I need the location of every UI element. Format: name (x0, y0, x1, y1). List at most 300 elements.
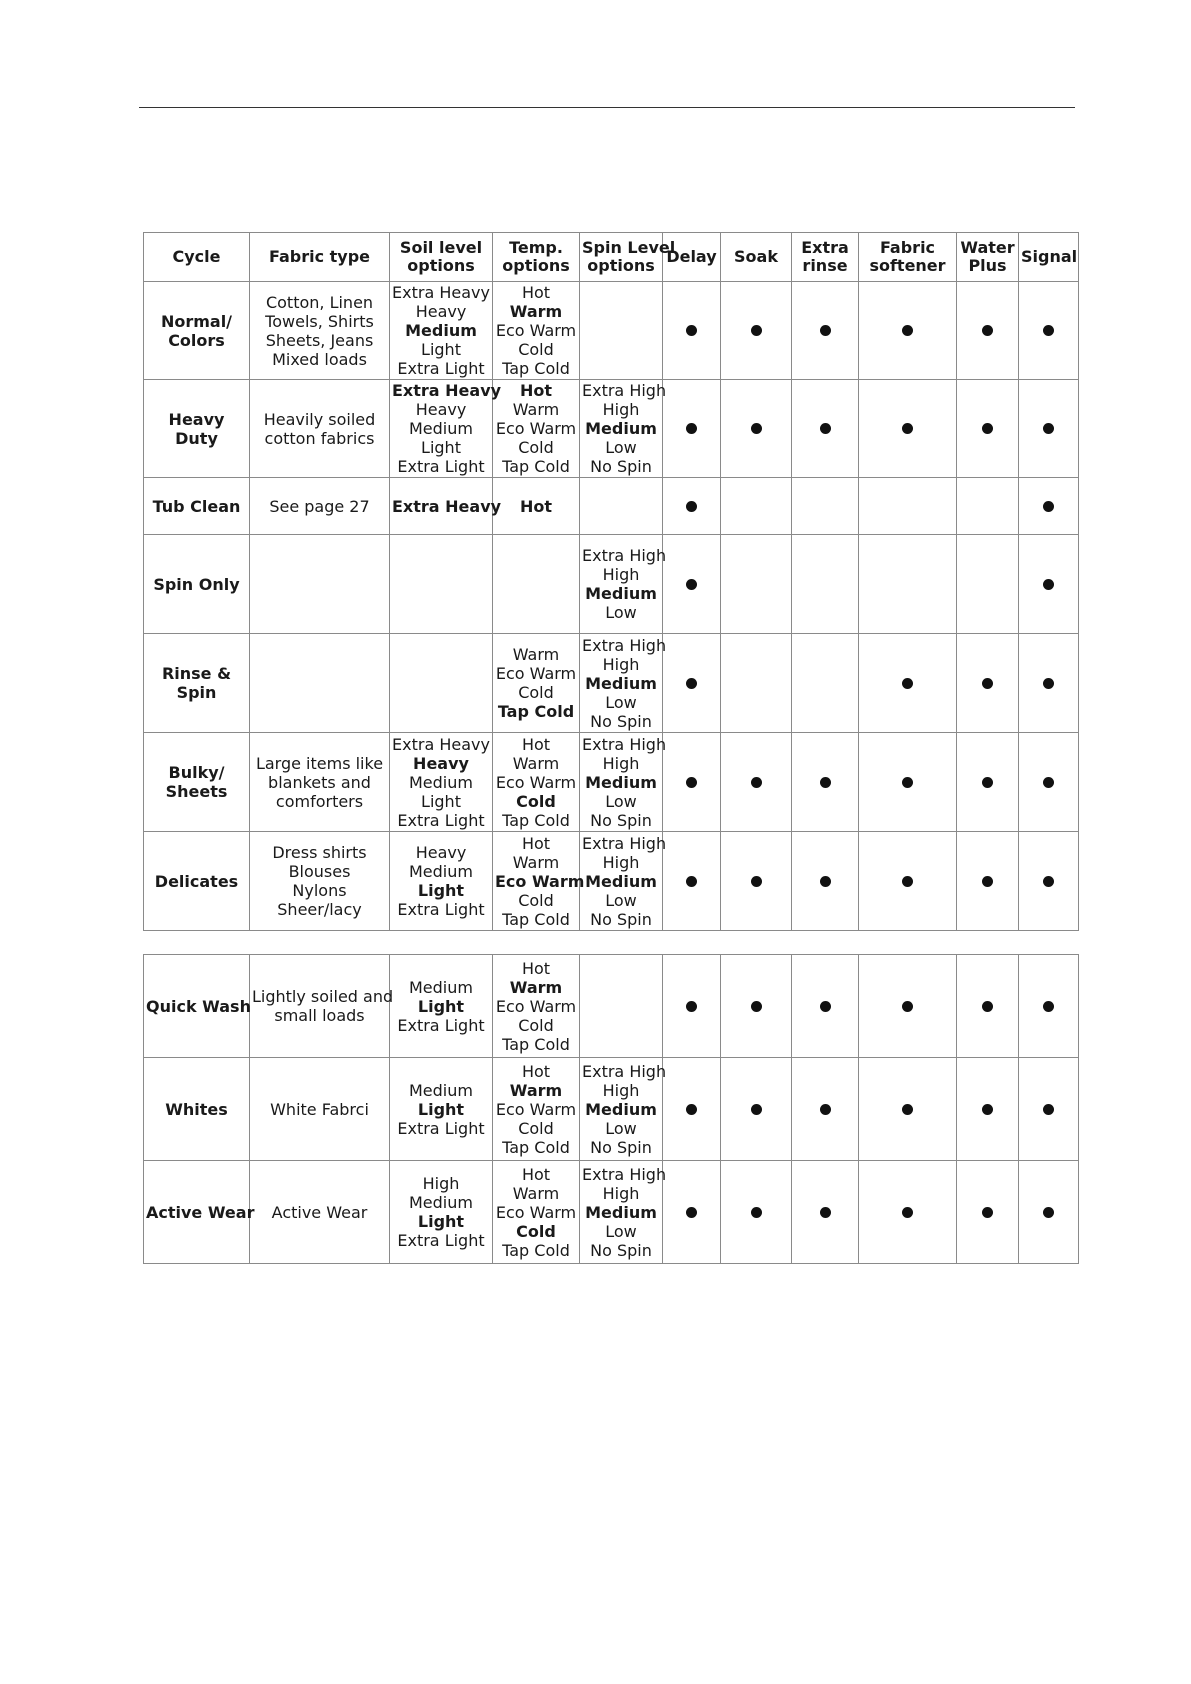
soil-level-option: Light (417, 1099, 465, 1119)
temp-option: Eco Warm (495, 996, 577, 1016)
available-dot-icon (686, 1207, 697, 1218)
spin-level-option: Low (605, 890, 637, 910)
soil-level-options (390, 1058, 493, 1161)
water-plus-cell (957, 634, 1019, 733)
table-row (144, 733, 1079, 832)
header-signal: Signal (1019, 233, 1079, 282)
spin-level-option: No Spin (590, 1240, 652, 1260)
temp-option: Hot (519, 381, 553, 400)
temp-option: Eco Warm (495, 321, 577, 340)
soil-level-options (390, 282, 493, 380)
cycle-option: Rinse & (161, 664, 232, 683)
temp-option: Cold (518, 683, 554, 702)
temp-option: Eco Warm (495, 1099, 577, 1119)
header-rule (139, 107, 1075, 108)
cycle-option: Normal/ (160, 311, 233, 331)
signal-cell (1019, 282, 1079, 380)
spin-level-option: Extra High (582, 833, 667, 853)
soil-level-option: Extra Light (397, 900, 485, 919)
delay-cell (663, 380, 721, 478)
fabric-option: Nylons (292, 881, 347, 900)
temp-option: Hot (521, 833, 551, 853)
signal-cell (1019, 535, 1079, 634)
temp-option: Warm (512, 400, 560, 419)
water-plus-cell (957, 733, 1019, 832)
soil-level-option: Medium (409, 1080, 473, 1100)
spin-level-options (580, 282, 663, 380)
extra-rinse-cell (792, 634, 859, 733)
spin-level-option: No Spin (590, 1137, 652, 1157)
available-dot-icon (820, 423, 831, 434)
signal-cell (1019, 733, 1079, 832)
soak-cell (721, 1161, 792, 1264)
spin-level-option: Low (605, 791, 637, 811)
cycle-option: Tub Clean (152, 496, 241, 516)
fabric-option: Towels, Shirts (265, 311, 374, 331)
spin-level-option: High (602, 400, 640, 419)
available-dot-icon (686, 777, 697, 788)
cycle-name (144, 1161, 255, 1264)
spin-level-options (580, 1058, 667, 1161)
cycle-name (144, 733, 250, 832)
temp-option: Hot (521, 283, 551, 302)
soil-level-option: Light (417, 996, 465, 1016)
fabric-option: See page 27 (269, 496, 370, 516)
temp-option: Hot (521, 1061, 551, 1081)
soak-cell (721, 535, 792, 634)
spin-level-options (580, 1161, 667, 1264)
available-dot-icon (1043, 423, 1054, 434)
available-dot-icon (1043, 1001, 1054, 1012)
available-dot-icon (686, 1001, 697, 1012)
fabric-type (250, 1058, 390, 1161)
soil-level-option: Medium (409, 862, 473, 881)
temp-option: Tap Cold (502, 457, 570, 476)
table-row (144, 478, 1079, 535)
temp-option: Warm (509, 1080, 563, 1100)
temp-options (493, 282, 580, 380)
table-row (144, 832, 1079, 931)
signal-cell (1019, 380, 1079, 478)
temp-option: Hot (521, 734, 551, 754)
spin-level-option: Extra High (582, 635, 667, 655)
soil-level-option: Light (417, 1212, 465, 1231)
temp-options (493, 832, 585, 931)
cycle-name (144, 380, 250, 478)
extra-rinse-cell (792, 282, 859, 380)
cycle-option: Bulky/ (168, 763, 225, 782)
available-dot-icon (820, 1207, 831, 1218)
table-row (144, 634, 1079, 733)
fabric-option: Lightly soiled and (252, 987, 394, 1006)
temp-option: Eco Warm (495, 1202, 577, 1222)
water-plus-cell (957, 1161, 1019, 1264)
soil-level-option: Extra Light (397, 810, 485, 830)
signal-cell (1019, 634, 1079, 733)
extra-rinse-cell (792, 1161, 859, 1264)
spin-level-option: High (602, 753, 640, 773)
fabric-option: blankets and (268, 772, 371, 792)
fabric-type (250, 282, 390, 380)
temp-option: Tap Cold (502, 1240, 570, 1260)
cycle-option: Heavy (168, 409, 225, 429)
available-dot-icon (1043, 579, 1054, 590)
spin-level-option: High (602, 565, 640, 584)
available-dot-icon (982, 325, 993, 336)
cycle-name (144, 832, 250, 931)
spin-level-options (580, 832, 667, 931)
temp-option: Tap Cold (502, 909, 570, 929)
fabric-softener-cell (859, 733, 957, 832)
cycle-option: Spin (176, 683, 217, 702)
signal-cell (1019, 1058, 1079, 1161)
extra-rinse-cell (792, 832, 859, 931)
available-dot-icon (820, 876, 831, 887)
soil-level-options (390, 634, 493, 733)
fabric-option: Large items like (255, 753, 384, 773)
table-header-row (144, 233, 1079, 282)
fabric-softener-cell (859, 955, 957, 1058)
soil-level-option: Extra Light (397, 1118, 485, 1138)
table-row (144, 1161, 1079, 1264)
temp-options (493, 1058, 580, 1161)
temp-option: Hot (519, 496, 553, 516)
water-plus-cell (957, 832, 1019, 931)
available-dot-icon (1043, 876, 1054, 887)
spin-level-option: Medium (585, 673, 657, 693)
spin-level-option: Low (605, 1118, 637, 1138)
available-dot-icon (686, 423, 697, 434)
fabric-softener-cell (859, 1058, 957, 1161)
header-temp: Temp. options (493, 233, 580, 282)
extra-rinse-cell (792, 380, 859, 478)
cycle-name (144, 478, 250, 535)
spin-level-option: High (602, 852, 640, 872)
available-dot-icon (902, 325, 913, 336)
fabric-softener-cell (859, 1161, 957, 1264)
spin-level-option: Extra High (582, 734, 667, 754)
available-dot-icon (902, 423, 913, 434)
spin-level-options (580, 955, 663, 1058)
spin-level-option: Extra High (582, 1061, 667, 1081)
fabric-softener-cell (859, 380, 957, 478)
available-dot-icon (751, 1207, 762, 1218)
cycle-option: Quick Wash (146, 996, 251, 1016)
available-dot-icon (751, 325, 762, 336)
soil-level-options (390, 955, 493, 1058)
fabric-type (250, 955, 394, 1058)
fabric-option: cotton fabrics (264, 428, 375, 448)
soil-level-options (390, 535, 493, 634)
table-row (144, 535, 1079, 634)
temp-options (493, 1161, 580, 1264)
soil-level-option: Heavy (415, 302, 467, 321)
soil-level-option: High (422, 1174, 460, 1193)
soil-level-option: Extra Light (397, 359, 485, 378)
soak-cell (721, 1058, 792, 1161)
available-dot-icon (982, 1207, 993, 1218)
table-row (144, 955, 1079, 1058)
cycle-name (144, 634, 250, 733)
spin-level-option: No Spin (590, 711, 652, 731)
available-dot-icon (686, 876, 697, 887)
spin-level-option: No Spin (590, 909, 652, 929)
spin-level-option: High (602, 1080, 640, 1100)
soil-level-option: Extra Light (397, 1231, 485, 1250)
available-dot-icon (902, 777, 913, 788)
available-dot-icon (982, 777, 993, 788)
cycle-name (144, 955, 250, 1058)
spin-level-option: Extra High (582, 381, 667, 400)
available-dot-icon (686, 678, 697, 689)
delay-cell (663, 1058, 721, 1161)
spin-level-option: High (602, 654, 640, 674)
extra-rinse-cell (792, 1058, 859, 1161)
cycle-option: Whites (165, 1099, 228, 1119)
spin-level-option: Extra High (582, 1164, 667, 1184)
cycle-option: Duty (175, 428, 218, 448)
soil-level-option: Medium (409, 419, 473, 438)
spin-level-option: High (602, 1183, 640, 1203)
available-dot-icon (686, 1104, 697, 1115)
fabric-type (250, 733, 390, 832)
temp-option: Warm (512, 852, 560, 872)
delay-cell (663, 634, 721, 733)
spin-level-option: Low (605, 603, 637, 622)
available-dot-icon (751, 1001, 762, 1012)
extra-rinse-cell (792, 478, 859, 535)
fabric-option: Mixed loads (272, 349, 367, 369)
water-plus-cell (957, 380, 1019, 478)
header-fabric-softener: Fabric softener (859, 233, 957, 282)
available-dot-icon (820, 1104, 831, 1115)
available-dot-icon (982, 876, 993, 887)
fabric-type (250, 478, 390, 535)
available-dot-icon (982, 1001, 993, 1012)
temp-option: Warm (512, 753, 560, 773)
extra-rinse-cell (792, 733, 859, 832)
fabric-option: comforters (275, 791, 364, 811)
fabric-option: Dress shirts (272, 843, 367, 862)
fabric-option: Sheer/lacy (277, 900, 362, 919)
extra-rinse-cell (792, 955, 859, 1058)
header-extra-rinse: Extra rinse (792, 233, 859, 282)
spin-level-option: No Spin (590, 457, 652, 476)
water-plus-cell (957, 1058, 1019, 1161)
soil-level-option: Extra Heavy (392, 381, 502, 400)
temp-option: Tap Cold (497, 702, 575, 721)
soil-level-option: Light (421, 438, 461, 457)
available-dot-icon (820, 777, 831, 788)
header-spin-level: Spin Level options (580, 233, 663, 282)
temp-option: Warm (509, 977, 563, 997)
signal-cell (1019, 955, 1079, 1058)
header-delay: Delay (663, 233, 721, 282)
spin-level-options (580, 733, 667, 832)
soil-level-options (390, 733, 493, 832)
table-body (144, 282, 1079, 931)
available-dot-icon (686, 501, 697, 512)
header-cycle: Cycle (144, 233, 250, 282)
table-row (144, 282, 1079, 380)
soil-level-options (390, 1161, 493, 1264)
cycle-name (144, 1058, 250, 1161)
soil-level-options (390, 478, 502, 535)
delay-cell (663, 832, 721, 931)
available-dot-icon (1043, 501, 1054, 512)
soil-level-option: Extra Light (397, 1015, 485, 1035)
soil-level-option: Extra Heavy (392, 496, 502, 516)
temp-option: Warm (512, 1183, 560, 1203)
spin-level-options (580, 380, 667, 478)
soil-level-option: Heavy (415, 400, 467, 419)
soak-cell (721, 634, 792, 733)
soil-level-option: Extra Heavy (392, 734, 490, 754)
available-dot-icon (982, 1104, 993, 1115)
fabric-softener-cell (859, 282, 957, 380)
spin-level-option: Low (605, 1221, 637, 1241)
available-dot-icon (1043, 678, 1054, 689)
fabric-option: White Fabrci (270, 1099, 369, 1119)
soil-level-option: Extra Light (397, 457, 485, 476)
soak-cell (721, 478, 792, 535)
signal-cell (1019, 478, 1079, 535)
spin-level-option: Medium (585, 1202, 657, 1222)
fabric-softener-cell (859, 535, 957, 634)
water-plus-cell (957, 282, 1019, 380)
water-plus-cell (957, 535, 1019, 634)
fabric-option: Heavily soiled (263, 409, 376, 429)
delay-cell (663, 733, 721, 832)
wash-cycle-table-continued (143, 954, 1079, 1264)
available-dot-icon (902, 876, 913, 887)
fabric-softener-cell (859, 478, 957, 535)
spin-level-options (580, 634, 667, 733)
available-dot-icon (751, 876, 762, 887)
fabric-type (250, 535, 390, 634)
fabric-type (250, 634, 390, 733)
temp-options (493, 380, 580, 478)
temp-option: Tap Cold (502, 1137, 570, 1157)
fabric-type (250, 1161, 390, 1264)
available-dot-icon (982, 678, 993, 689)
temp-option: Cold (518, 340, 554, 359)
fabric-type (250, 380, 390, 478)
fabric-option: Blouses (288, 862, 351, 881)
temp-option: Eco Warm (495, 664, 577, 683)
soak-cell (721, 380, 792, 478)
soil-level-option: Medium (409, 772, 473, 792)
temp-option: Cold (518, 438, 554, 457)
soil-level-options (390, 380, 502, 478)
fabric-option: Cotton, Linen (265, 292, 374, 312)
available-dot-icon (1043, 1207, 1054, 1218)
available-dot-icon (820, 1001, 831, 1012)
temp-option: Cold (516, 791, 556, 811)
temp-option: Eco Warm (495, 772, 577, 792)
soil-level-option: Medium (409, 977, 473, 997)
spin-level-option: No Spin (590, 810, 652, 830)
spin-level-option: Medium (585, 584, 657, 603)
wash-cycle-table (143, 232, 1079, 931)
temp-option: Tap Cold (502, 1034, 570, 1054)
cycle-option: Spin Only (153, 574, 240, 594)
temp-option: Eco Warm (495, 871, 585, 891)
water-plus-cell (957, 478, 1019, 535)
soil-level-option: Light (421, 791, 461, 811)
available-dot-icon (686, 325, 697, 336)
soil-level-option: Medium (405, 321, 477, 340)
soil-level-option: Medium (409, 1193, 473, 1212)
cycle-name (144, 535, 250, 634)
cycle-option: Active Wear (146, 1202, 255, 1222)
fabric-option: Active Wear (271, 1202, 368, 1222)
spin-level-option: Extra High (582, 546, 667, 565)
soak-cell (721, 733, 792, 832)
header-soak: Soak (721, 233, 792, 282)
available-dot-icon (1043, 325, 1054, 336)
fabric-softener-cell (859, 832, 957, 931)
spin-level-option: Low (605, 692, 637, 712)
spin-level-options (580, 535, 667, 634)
fabric-option: small loads (274, 1006, 365, 1025)
available-dot-icon (751, 1104, 762, 1115)
temp-option: Cold (518, 1118, 554, 1138)
delay-cell (663, 955, 721, 1058)
delay-cell (663, 282, 721, 380)
header-soil-level: Soil level options (390, 233, 493, 282)
header-fabric-type: Fabric type (250, 233, 390, 282)
cycle-option: Colors (168, 330, 225, 350)
extra-rinse-cell (792, 535, 859, 634)
available-dot-icon (751, 777, 762, 788)
delay-cell (663, 535, 721, 634)
temp-options (493, 478, 580, 535)
spin-level-option: Low (605, 438, 637, 457)
available-dot-icon (751, 423, 762, 434)
table-row (144, 380, 1079, 478)
temp-option: Warm (512, 645, 560, 664)
spin-level-options (580, 478, 663, 535)
available-dot-icon (902, 1207, 913, 1218)
soil-level-option: Extra Heavy (392, 283, 490, 302)
temp-option: Cold (518, 1015, 554, 1035)
spin-level-option: Medium (585, 1099, 657, 1119)
cycle-option: Delicates (154, 871, 239, 891)
spin-level-option: Medium (585, 871, 657, 891)
soak-cell (721, 955, 792, 1058)
temp-options (493, 535, 580, 634)
available-dot-icon (686, 579, 697, 590)
fabric-softener-cell (859, 634, 957, 733)
signal-cell (1019, 1161, 1079, 1264)
water-plus-cell (957, 955, 1019, 1058)
available-dot-icon (982, 423, 993, 434)
available-dot-icon (902, 1001, 913, 1012)
temp-option: Hot (521, 958, 551, 978)
available-dot-icon (1043, 777, 1054, 788)
available-dot-icon (902, 1104, 913, 1115)
available-dot-icon (902, 678, 913, 689)
header-water-plus: Water Plus (957, 233, 1019, 282)
cycle-option: Sheets (165, 782, 228, 801)
soil-level-option: Light (421, 340, 461, 359)
temp-option: Cold (518, 890, 554, 910)
soil-level-option: Heavy (415, 843, 467, 862)
table-row (144, 1058, 1079, 1161)
fabric-option: Sheets, Jeans (265, 330, 374, 350)
temp-option: Tap Cold (502, 359, 570, 378)
